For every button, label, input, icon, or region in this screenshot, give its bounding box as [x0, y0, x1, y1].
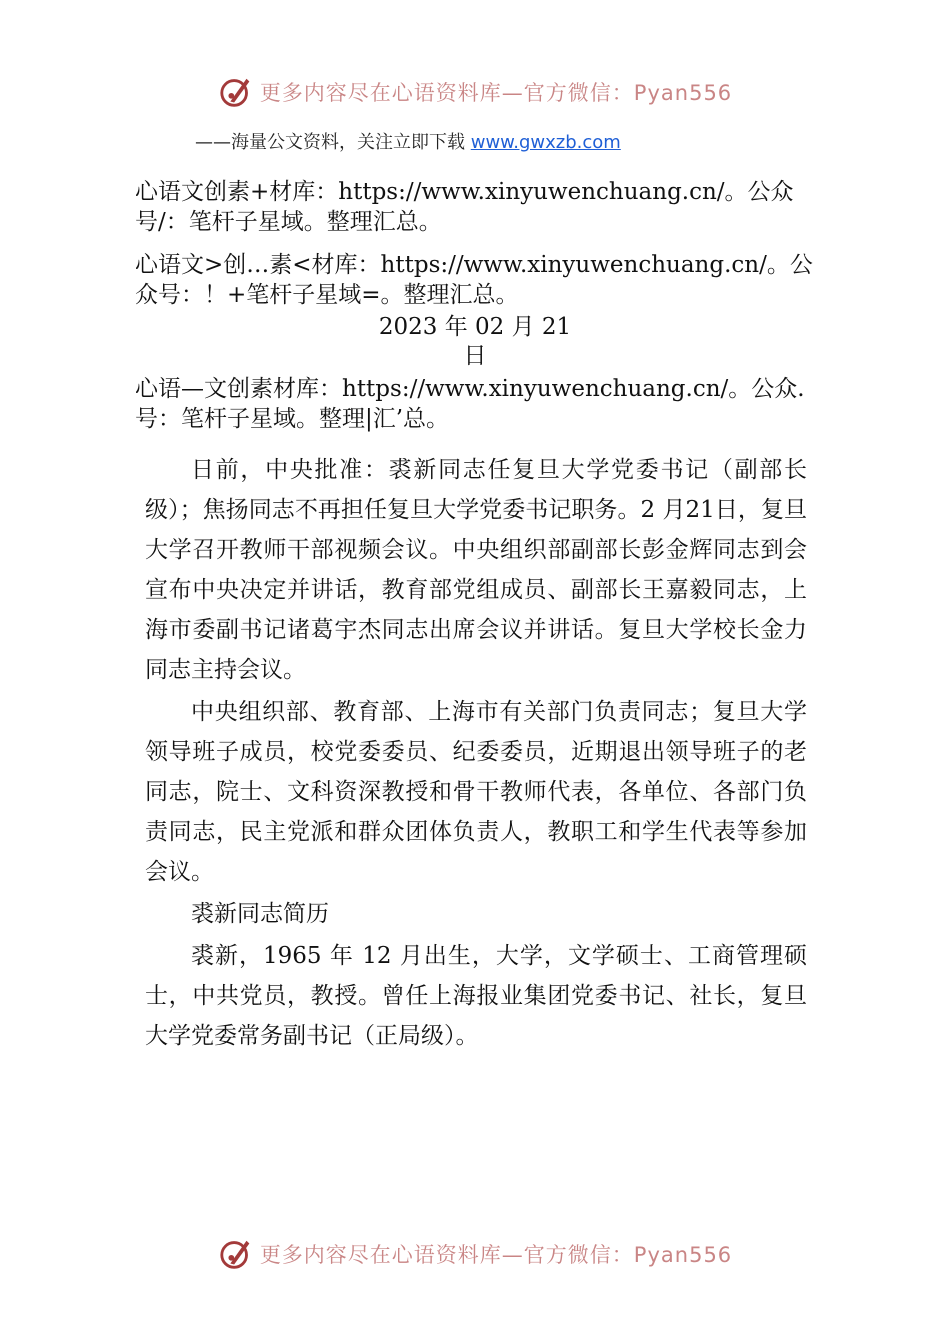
article-body: [145, 450, 807, 1058]
section-heading: 裘新同志简历: [191, 901, 329, 927]
website-link[interactable]: www.gwxzb.com: [470, 132, 621, 153]
header-banner: [0, 72, 950, 112]
footer-banner: [0, 1234, 950, 1274]
quill-circle-logo: [218, 73, 256, 111]
notice-2: 心语文>创…素<材库：https://www.xinyuwenchuang.cn/。公众号：！+笔杆子星域=。整理汇总。: [135, 252, 813, 308]
date-line-2: 日: [463, 343, 487, 369]
download-prefix: ——海量公文资料，关注立即下载: [195, 132, 471, 153]
paragraph-attendees: 中央组织部、教育部、上海市有关部门负责同志；复旦大学领导班子成员，校党委委员、纪委委员，近期退出领导班子的老同志，院士、文科资深教授和骨干教师代表，各单位、各部门负责同志，民主党派和群众团体负责人，教职工和学生代表等参加会议。: [145, 699, 807, 885]
banner-text: 更多内容尽在心语资料库—官方微信：Pyan556: [259, 81, 733, 105]
paragraph-appointment: 日前，中央批准：裘新同志任复旦大学党委书记（副部长级）；焦扬同志不再担任复旦大学党委书记职务。2 月21日，复旦大学召开教师干部视频会议。中央组织部副部长彭金辉同志到会宣布中央决定并讲话，教育部党组成员、副部长王嘉毅同志，上海市委副书记诸葛宇杰同志出席会议并讲话。复旦大学校长金力同志主持会议。: [145, 457, 807, 683]
notice-1: 心语文创素+材库：https://www.xinyuwenchuang.cn/。公众号/：笔杆子星域。整理汇总。: [135, 179, 794, 235]
date-line-1: 2023 年 02 月 21: [378, 314, 572, 340]
download-line: [195, 128, 621, 154]
paragraph-biography: 裘新，1965 年 12 月出生，大学，文学硕士、工商管理硕士，中共党员，教授。曾任上海报业集团党委书记、社长，复旦大学党委常务副书记（正局级）。: [145, 943, 807, 1049]
quill-circle-logo: [218, 1235, 256, 1273]
notice-3: 心语—文创素材库：https://www.xinyuwenchuang.cn/。公众.号：笔杆子星域。整理|汇’总。: [135, 376, 805, 432]
banner-text: 更多内容尽在心语资料库—官方微信：Pyan556: [259, 1243, 733, 1267]
date-line: [0, 313, 950, 371]
